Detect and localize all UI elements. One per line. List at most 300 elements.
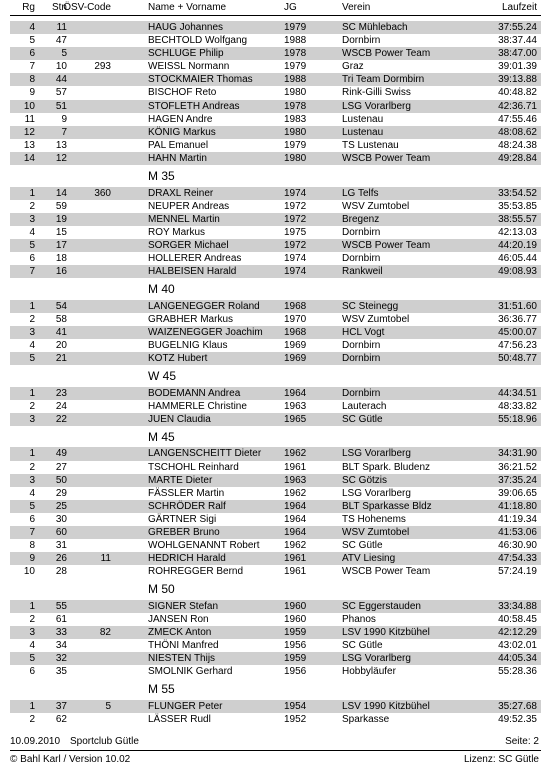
- cell-rank: 8: [29, 540, 35, 552]
- cell-rank: 3: [29, 413, 35, 425]
- cell-athlete-name: JUEN Claudia: [148, 413, 211, 425]
- cell-birth-year: 1978: [284, 100, 307, 112]
- cell-club: Sparkasse: [342, 714, 390, 726]
- cell-club: Rankweil: [342, 266, 383, 278]
- cell-start-number: 37: [55, 700, 67, 712]
- cell-race-time: 41:19.34: [498, 513, 537, 525]
- category-title: M 45: [148, 429, 175, 444]
- category-title: M 40: [148, 282, 175, 297]
- cell-rank: 6: [29, 253, 35, 264]
- cell-club: Hobbyläufer: [342, 666, 396, 678]
- cell-athlete-name: BISCHOF Reto: [148, 87, 217, 99]
- cell-birth-year: 1968: [284, 326, 307, 338]
- cell-rank: 10: [23, 100, 35, 112]
- column-header-row: [0, 0, 558, 16]
- cell-race-time: 40:48.82: [498, 87, 537, 99]
- cell-birth-year: 1956: [284, 640, 307, 652]
- result-row: [0, 487, 558, 500]
- cell-start-number: 5: [61, 48, 67, 60]
- result-row: [0, 513, 558, 526]
- cell-athlete-name: NEUPER Andreas: [148, 200, 230, 212]
- category-title: M 35: [148, 169, 175, 184]
- result-row: [0, 252, 558, 265]
- cell-club: LSV 1990 Kitzbühel: [342, 700, 430, 712]
- cell-rank: 5: [29, 35, 35, 47]
- result-row: [0, 639, 558, 652]
- cell-start-number: 29: [55, 487, 67, 499]
- cell-osv-code: 293: [94, 61, 111, 73]
- cell-rank: 9: [29, 553, 35, 565]
- cell-race-time: 45:00.07: [498, 326, 537, 338]
- footer-license: Lizenz: SC Gütle: [463, 754, 539, 765]
- cell-birth-year: 1961: [284, 566, 307, 578]
- cell-athlete-name: FLUNGER Peter: [148, 700, 223, 712]
- category-heading: [0, 426, 558, 448]
- cell-race-time: 42:12.29: [498, 627, 537, 639]
- cell-athlete-name: STOCKMAIER Thomas: [148, 74, 253, 86]
- cell-birth-year: 1956: [284, 666, 307, 678]
- result-row: [0, 265, 558, 278]
- cell-rank: 1: [29, 700, 35, 712]
- cell-birth-year: 1961: [284, 553, 307, 565]
- cell-club: Bregenz: [342, 213, 380, 225]
- cell-athlete-name: ROHREGGER Bernd: [148, 566, 244, 578]
- cell-start-number: 41: [55, 326, 67, 338]
- cell-osv-code: 11: [100, 553, 111, 565]
- cell-birth-year: 1968: [284, 300, 307, 312]
- result-row: [0, 552, 558, 565]
- cell-race-time: 55:18.96: [498, 413, 537, 425]
- footer-page: Seite: 2: [505, 736, 539, 747]
- cell-birth-year: 1960: [284, 613, 307, 625]
- cell-start-number: 49: [55, 448, 67, 460]
- cell-club: WSV Zumtobel: [342, 527, 410, 538]
- cell-club: WSCB Power Team: [342, 239, 431, 251]
- cell-start-number: 16: [55, 266, 67, 278]
- cell-rank: 11: [24, 113, 35, 125]
- cell-start-number: 9: [61, 113, 67, 125]
- cell-rank: 7: [29, 266, 35, 278]
- result-row: [0, 86, 558, 99]
- cell-race-time: 46:05.44: [498, 253, 537, 264]
- cell-birth-year: 1974: [284, 187, 307, 199]
- cell-athlete-name: HEDRICH Harald: [148, 553, 226, 565]
- cell-rank: 8: [29, 74, 35, 86]
- cell-birth-year: 1988: [284, 35, 307, 47]
- cell-athlete-name: WAIZENEGGER Joachim: [148, 326, 263, 338]
- result-row: [0, 139, 558, 152]
- cell-rank: 2: [29, 313, 35, 325]
- cell-race-time: 44:20.19: [498, 239, 537, 251]
- cell-rank: 5: [29, 239, 35, 251]
- category-heading: [0, 278, 558, 300]
- result-row: [0, 187, 558, 200]
- cell-rank: 3: [29, 213, 35, 225]
- cell-club: LSV 1990 Kitzbühel: [342, 627, 430, 639]
- cell-race-time: 39:01.39: [498, 61, 537, 73]
- cell-club: SC Gütle: [342, 540, 383, 552]
- cell-race-time: 33:34.88: [498, 600, 537, 612]
- cell-osv-code: 5: [105, 700, 111, 712]
- cell-club: WSCB Power Team: [342, 566, 431, 578]
- cell-club: SC Mühlebach: [342, 22, 408, 33]
- cell-birth-year: 1959: [284, 653, 307, 665]
- cell-start-number: 60: [55, 527, 67, 538]
- cell-athlete-name: BECHTOLD Wolfgang: [148, 35, 248, 47]
- cell-race-time: 57:24.19: [498, 566, 537, 578]
- result-row: [0, 339, 558, 352]
- cell-rank: 7: [29, 527, 35, 538]
- cell-race-time: 47:56.23: [498, 339, 537, 351]
- cell-birth-year: 1969: [284, 353, 307, 365]
- cell-birth-year: 1962: [284, 448, 307, 460]
- cell-rank: 9: [29, 87, 35, 99]
- cell-osv-code: 360: [94, 187, 111, 199]
- cell-birth-year: 1954: [284, 700, 307, 712]
- cell-start-number: 26: [55, 553, 67, 565]
- result-row: [0, 213, 558, 226]
- cell-rank: 2: [29, 461, 35, 473]
- cell-race-time: 36:36.77: [498, 313, 537, 325]
- cell-club: WSCB Power Team: [342, 152, 431, 164]
- cell-club: Dornbirn: [342, 253, 381, 264]
- cell-rank: 1: [29, 300, 35, 312]
- category-heading: [0, 678, 558, 700]
- result-row: [0, 626, 558, 639]
- cell-race-time: 49:52.35: [498, 714, 537, 726]
- cell-birth-year: 1964: [284, 527, 307, 538]
- cell-start-number: 47: [55, 35, 67, 47]
- cell-race-time: 39:06.65: [498, 487, 537, 499]
- cell-race-time: 47:54.33: [498, 553, 537, 565]
- result-row: [0, 413, 558, 426]
- cell-club: BLT Sparkasse Bldz: [342, 500, 432, 512]
- cell-club: LSG Vorarlberg: [342, 653, 411, 665]
- cell-birth-year: 1980: [284, 87, 307, 99]
- cell-club: SC Eggerstauden: [342, 600, 421, 612]
- cell-start-number: 18: [55, 253, 67, 264]
- cell-athlete-name: SORGER Michael: [148, 239, 229, 251]
- cell-birth-year: 1960: [284, 600, 307, 612]
- cell-birth-year: 1983: [284, 113, 307, 125]
- cell-race-time: 35:53.85: [498, 200, 537, 212]
- cell-athlete-name: BUGELNIG Klaus: [148, 339, 228, 351]
- cell-club: SC Gütle: [342, 640, 383, 652]
- cell-club: TS Lustenau: [342, 139, 399, 151]
- cell-start-number: 21: [55, 353, 67, 365]
- cell-start-number: 27: [55, 461, 67, 473]
- cell-birth-year: 1970: [284, 313, 307, 325]
- cell-athlete-name: LÄSSER Rudl: [148, 714, 211, 726]
- cell-rank: 1: [29, 448, 35, 460]
- cell-rank: 1: [29, 187, 35, 199]
- cell-club: Rink-Gilli Swiss: [342, 87, 411, 99]
- cell-athlete-name: GRABHER Markus: [148, 313, 234, 325]
- page-footer: [0, 734, 558, 768]
- cell-club: LSG Vorarlberg: [342, 448, 411, 460]
- cell-start-number: 34: [55, 640, 67, 652]
- cell-rank: 6: [29, 666, 35, 678]
- cell-club: Tri Team Dormbirn: [342, 74, 425, 86]
- header-osv-code: ÖSV-Code: [63, 2, 111, 13]
- result-row: [0, 387, 558, 400]
- cell-rank: 12: [23, 126, 35, 138]
- result-row: [0, 352, 558, 365]
- cell-race-time: 33:54.52: [498, 187, 537, 199]
- cell-birth-year: 1969: [284, 339, 307, 351]
- cell-start-number: 7: [61, 126, 67, 138]
- category-heading: [0, 578, 558, 600]
- cell-club: WSV Zumtobel: [342, 313, 410, 325]
- cell-birth-year: 1952: [284, 714, 307, 726]
- cell-rank: 2: [29, 714, 35, 726]
- result-row: [0, 21, 558, 34]
- cell-club: Lustenau: [342, 113, 384, 125]
- result-row: [0, 239, 558, 252]
- header-divider: [10, 15, 541, 16]
- header-name: Name + Vorname: [148, 2, 227, 13]
- header-stn: Stn: [51, 2, 67, 13]
- cell-birth-year: 1964: [284, 387, 307, 399]
- cell-start-number: 20: [55, 339, 67, 351]
- result-row: [0, 326, 558, 339]
- cell-club: HCL Vogt: [342, 326, 385, 338]
- cell-rank: 6: [29, 48, 35, 60]
- cell-start-number: 58: [55, 313, 67, 325]
- result-row: [0, 461, 558, 474]
- cell-athlete-name: DRAXL Reiner: [148, 187, 214, 199]
- cell-rank: 3: [29, 627, 35, 639]
- cell-birth-year: 1980: [284, 152, 307, 164]
- cell-athlete-name: KÖNIG Markus: [148, 126, 216, 138]
- cell-athlete-name: ZMECK Anton: [148, 627, 212, 639]
- cell-rank: 5: [29, 353, 35, 365]
- cell-birth-year: 1972: [284, 239, 307, 251]
- cell-rank: 4: [29, 487, 35, 499]
- category-title: M 50: [148, 582, 175, 597]
- cell-race-time: 35:27.68: [498, 700, 537, 712]
- cell-club: SC Götzis: [342, 474, 388, 486]
- cell-club: LG Telfs: [342, 187, 379, 199]
- cell-start-number: 32: [55, 653, 67, 665]
- cell-rank: 4: [29, 226, 35, 238]
- cell-athlete-name: SIGNER Stefan: [148, 600, 219, 612]
- cell-rank: 5: [29, 653, 35, 665]
- cell-start-number: 61: [55, 613, 67, 625]
- footer-divider: [10, 750, 541, 751]
- footer-club: Sportclub Gütle: [70, 736, 139, 747]
- result-row: [0, 600, 558, 613]
- cell-rank: 2: [29, 400, 35, 412]
- cell-birth-year: 1974: [284, 266, 307, 278]
- cell-birth-year: 1978: [284, 48, 307, 60]
- result-row: [0, 34, 558, 47]
- cell-race-time: 48:24.38: [498, 139, 537, 151]
- cell-athlete-name: GREBER Bruno: [148, 527, 220, 538]
- cell-birth-year: 1964: [284, 513, 307, 525]
- cell-athlete-name: FÄSSLER Martin: [148, 487, 225, 499]
- cell-athlete-name: TSCHOHL Reinhard: [148, 461, 239, 473]
- cell-start-number: 13: [55, 139, 67, 151]
- cell-club: SC Gütle: [342, 413, 383, 425]
- cell-rank: 3: [29, 326, 35, 338]
- result-row: [0, 713, 558, 726]
- cell-race-time: 55:28.36: [498, 666, 537, 678]
- category-heading: [0, 165, 558, 187]
- cell-birth-year: 1972: [284, 213, 307, 225]
- cell-race-time: 39:13.88: [498, 74, 537, 86]
- cell-athlete-name: ROY Markus: [148, 226, 206, 238]
- cell-osv-code: 82: [99, 627, 111, 639]
- cell-race-time: 46:30.90: [498, 540, 537, 552]
- result-row: [0, 400, 558, 413]
- cell-race-time: 49:08.93: [498, 266, 537, 278]
- cell-athlete-name: SMOLNIK Gerhard: [148, 666, 233, 678]
- result-row: [0, 526, 558, 539]
- cell-rank: 4: [29, 339, 35, 351]
- cell-club: Dornbirn: [342, 339, 381, 351]
- header-jg: JG: [284, 2, 297, 13]
- header-verein: Verein: [342, 2, 371, 13]
- cell-birth-year: 1964: [284, 500, 307, 512]
- cell-athlete-name: HOLLERER Andreas: [148, 253, 242, 264]
- cell-rank: 4: [29, 22, 35, 33]
- cell-club: Graz: [342, 61, 364, 73]
- cell-race-time: 36:21.52: [498, 461, 537, 473]
- cell-rank: 6: [29, 513, 35, 525]
- cell-start-number: 50: [55, 474, 67, 486]
- footer-copyright: © Bahl Karl / Version 10.02: [10, 754, 131, 765]
- cell-race-time: 41:53.06: [498, 527, 537, 538]
- cell-start-number: 54: [55, 300, 67, 312]
- cell-start-number: 35: [55, 666, 67, 678]
- cell-birth-year: 1962: [284, 487, 307, 499]
- cell-start-number: 14: [55, 187, 67, 199]
- cell-race-time: 31:51.60: [498, 300, 537, 312]
- cell-birth-year: 1965: [284, 413, 307, 425]
- result-row: [0, 700, 558, 713]
- cell-birth-year: 1972: [284, 200, 307, 212]
- cell-start-number: 15: [55, 226, 67, 238]
- cell-start-number: 51: [55, 100, 67, 112]
- cell-athlete-name: WOHLGENANNT Robert: [148, 540, 260, 552]
- cell-club: Dornbirn: [342, 353, 381, 365]
- cell-start-number: 22: [55, 413, 67, 425]
- cell-club: LSG Vorarlberg: [342, 487, 411, 499]
- cell-rank: 1: [29, 387, 35, 399]
- cell-start-number: 23: [55, 387, 67, 399]
- cell-rank: 3: [29, 474, 35, 486]
- cell-athlete-name: MENNEL Martin: [148, 213, 220, 225]
- cell-race-time: 42:36.71: [498, 100, 537, 112]
- cell-athlete-name: KOTZ Hubert: [148, 353, 208, 365]
- cell-club: Phanos: [342, 613, 376, 625]
- cell-start-number: 10: [55, 61, 67, 73]
- cell-race-time: 47:55.46: [498, 113, 537, 125]
- results-list: [0, 21, 558, 726]
- cell-athlete-name: THÖNI Manfred: [148, 640, 219, 652]
- cell-start-number: 57: [55, 87, 67, 99]
- header-rg: Rg: [22, 2, 35, 13]
- result-row: [0, 60, 558, 73]
- cell-birth-year: 1974: [284, 253, 307, 264]
- cell-start-number: 11: [56, 22, 67, 33]
- cell-start-number: 17: [55, 239, 67, 251]
- cell-start-number: 62: [55, 714, 67, 726]
- cell-birth-year: 1963: [284, 400, 307, 412]
- cell-race-time: 44:34.51: [498, 387, 537, 399]
- cell-rank: 2: [29, 200, 35, 212]
- cell-race-time: 44:05.34: [498, 653, 537, 665]
- cell-race-time: 48:33.82: [498, 400, 537, 412]
- cell-athlete-name: LANGENSCHEITT Dieter: [148, 448, 262, 460]
- cell-race-time: 37:35.24: [498, 474, 537, 486]
- result-row: [0, 47, 558, 60]
- category-title: W 45: [148, 369, 177, 384]
- footer-date: 10.09.2010: [10, 736, 61, 747]
- cell-club: Dornbirn: [342, 226, 381, 238]
- cell-birth-year: 1963: [284, 474, 307, 486]
- cell-athlete-name: SCHLUGE Philip: [148, 48, 224, 60]
- cell-race-time: 41:18.80: [498, 500, 537, 512]
- cell-start-number: 25: [55, 500, 67, 512]
- result-row: [0, 500, 558, 513]
- cell-race-time: 38:47.00: [498, 48, 537, 60]
- cell-athlete-name: GÄRTNER Sigi: [148, 513, 217, 525]
- cell-start-number: 24: [55, 400, 67, 412]
- cell-race-time: 49:28.84: [498, 152, 537, 164]
- cell-rank: 13: [23, 139, 35, 151]
- result-row: [0, 200, 558, 213]
- cell-birth-year: 1959: [284, 627, 307, 639]
- cell-start-number: 44: [55, 74, 67, 86]
- cell-athlete-name: STOFLETH Andreas: [148, 100, 240, 112]
- cell-race-time: 48:08.62: [498, 126, 537, 138]
- result-row: [0, 152, 558, 165]
- result-row: [0, 613, 558, 626]
- cell-athlete-name: HAGEN Andre: [148, 113, 213, 125]
- result-row: [0, 539, 558, 552]
- cell-start-number: 31: [55, 540, 67, 552]
- result-row: [0, 474, 558, 487]
- category-heading: [0, 365, 558, 387]
- cell-athlete-name: BODEMANN Andrea: [148, 387, 241, 399]
- cell-race-time: 40:58.45: [498, 613, 537, 625]
- cell-athlete-name: LANGENEGGER Roland: [148, 300, 260, 312]
- cell-race-time: 34:31.90: [498, 448, 537, 460]
- result-row: [0, 300, 558, 313]
- cell-birth-year: 1962: [284, 540, 307, 552]
- cell-club: TS Hohenems: [342, 513, 406, 525]
- result-row: [0, 652, 558, 665]
- header-laufzeit: Laufzeit: [501, 2, 537, 13]
- cell-rank: 2: [29, 613, 35, 625]
- cell-athlete-name: JANSEN Ron: [148, 613, 209, 625]
- result-row: [0, 226, 558, 239]
- cell-club: LSG Vorarlberg: [342, 100, 411, 112]
- cell-athlete-name: HAMMERLE Christine: [148, 400, 247, 412]
- cell-rank: 14: [23, 152, 35, 164]
- cell-birth-year: 1979: [284, 139, 307, 151]
- cell-club: ATV Liesing: [342, 553, 396, 565]
- cell-race-time: 42:13.03: [498, 226, 537, 238]
- cell-athlete-name: WEISSL Normann: [148, 61, 230, 73]
- result-row: [0, 100, 558, 113]
- result-row: [0, 565, 558, 578]
- cell-club: Dornbirn: [342, 35, 381, 47]
- cell-club: Lauterach: [342, 400, 387, 412]
- cell-athlete-name: NIESTEN Thijs: [148, 653, 216, 665]
